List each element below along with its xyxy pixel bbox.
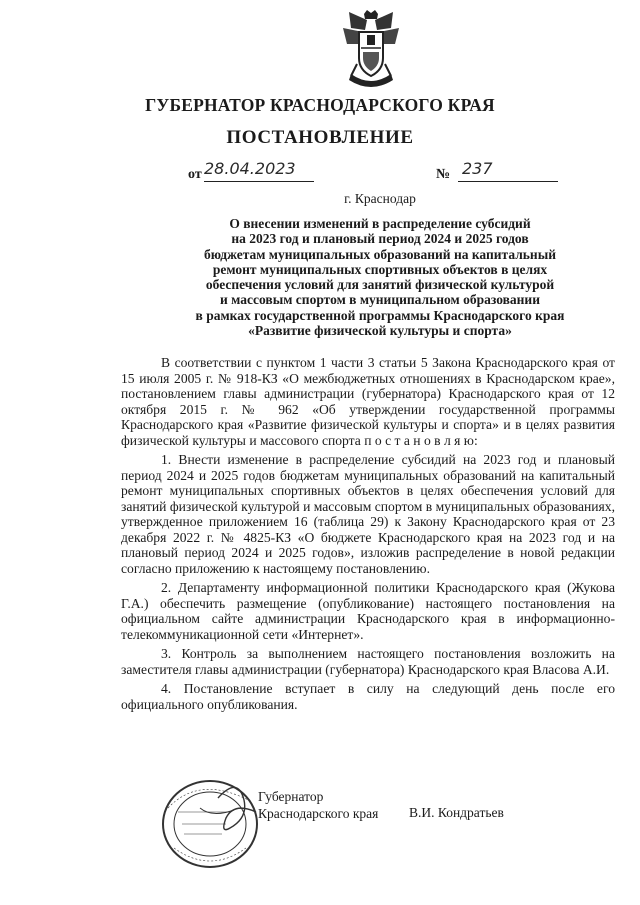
city: г. Краснодар [344,191,416,206]
signatory-position-line: Краснодарского края [258,805,379,821]
subject-line: на 2023 год и плановый период 2024 и 2025 годов [231,231,529,247]
date-underline [204,181,314,182]
document-number: 237 [462,159,493,178]
subject-line: и массовым спортом в муниципальном образовании [220,292,540,308]
document-body [121,355,615,712]
subject-line: бюджетам муниципальных образований на капитальный [203,246,557,262]
number-label: № [436,167,451,182]
signatory-position [258,789,378,822]
preamble-paragraph: В соответствии с пунктом 1 части 3 статьи 5 Закона Краснодарского края от 15 июля 2005 г. № 918-КЗ «О межбюджетных отношениях в Краснодарском крае», постановлением главы администрации (губернатора) Краснодарского края от 12 октября 2015 г. № 962 «Об утверждении государственной программы Краснодарского края «Развитие физической культуры и спорта» и в целях развития физической культуры и массового спорта п о с т а н о в л я ю: [121,355,615,448]
date-label: от [188,167,202,182]
clause-4: 4. Постановление вступает в силу на следующий день после его официального опубликования. [121,681,615,712]
official-stamp [160,778,270,870]
subject-line: обеспечения условий для занятий физической культурой [205,277,555,293]
clause-2: 2. Департаменту информационной политики Краснодарского края (Жукова Г.А.) обеспечить размещение (опубликование) настоящего постановления на официальном сайте администрации Краснодарского края в информационно-телекоммуникационной сети «Интернет». [121,580,615,642]
subject-line: в рамках государственной программы Краснодарского края [195,307,565,323]
document-subject [120,216,640,338]
document-meta [0,159,640,187]
document-type: ПОСТАНОВЛЕНИЕ [226,127,414,148]
krasnodar-coat-of-arms-icon [337,8,405,92]
number-underline [458,181,558,182]
clause-1: 1. Внести изменение в распределение субсидий на 2023 год и плановый период 2024 и 2025 годов бюджетам муниципальных образований на капитальный ремонт муниципальных спортивных объектов в целях обеспечения условий для занятий физической культурой и массовым спортом в муниципальных образованиях, утвержденное приложением 16 (таблица 29) к Закону Краснодарского края от 23 декабря 2022 г. № 4825-КЗ «О бюджете Краснодарского края на 2023 год и на плановый период 2024 и 2025 годов», изложив распределение в новой редакции согласно приложению к настоящему постановлению. [121,452,615,576]
clause-3: 3. Контроль за выполнением настоящего постановления возложить на заместителя главы администрации (губернатора) Краснодарского края Власова А.И. [121,646,615,677]
subject-line: «Развитие физической культуры и спорта» [248,323,512,339]
governor-title: ГУБЕРНАТОР КРАСНОДАРСКОГО КРАЯ [145,95,495,115]
signatory-name: В.И. Кондратьев [409,805,504,820]
subject-line: ремонт муниципальных спортивных объектов в целях [212,261,548,277]
signatory-position-line: Губернатор [258,789,324,804]
subject-line: О внесении изменений в распределение субсидий [229,216,531,231]
document-date: 28.04.2023 [204,159,296,178]
